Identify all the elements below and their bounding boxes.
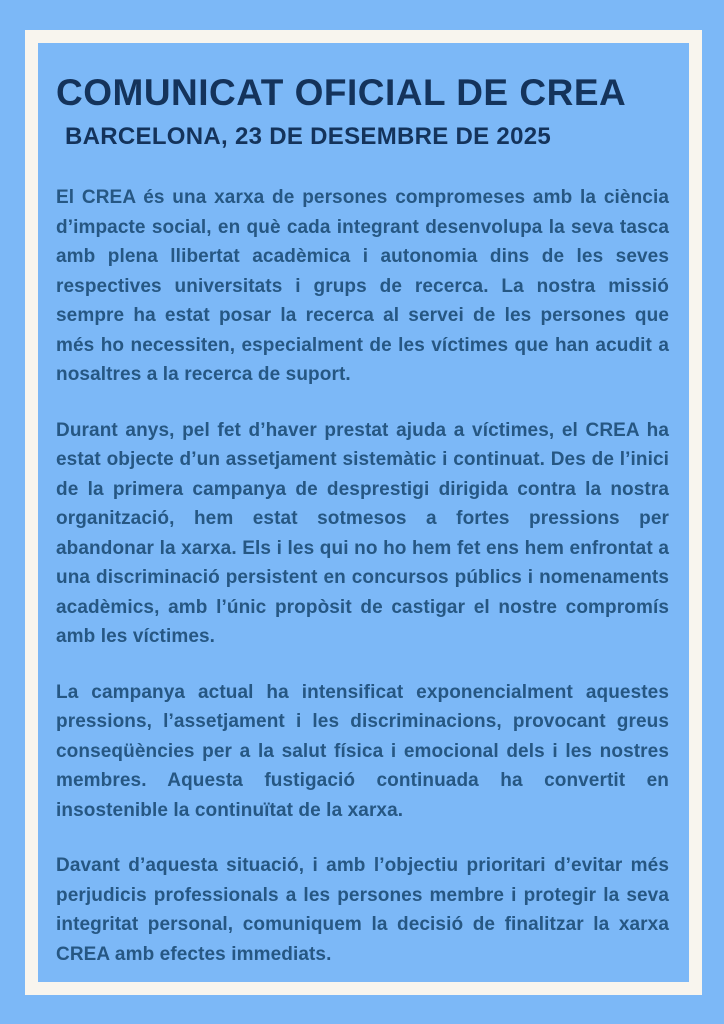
- paragraph-2: Durant anys, pel fet d’haver prestat ajuda a víctimes, el CREA ha estat objecte d’un assetjament sistemàtic i continuat. Des de l’inici de la primera campanya de desprestigi dirigida contra la nostra organització, hem estat sotmesos a fortes pressions per abandonar la xarxa. Els i les qui no ho hem fet ens hem enfrontat a una discriminació persistent en concursos públics i nomenaments acadèmics, amb l’únic propòsit de castigar el nostre compromís amb les víctimes.: [56, 419, 669, 647]
- page-title: COMUNICAT OFICIAL DE CREA: [56, 72, 627, 113]
- paragraph-1: El CREA és una xarxa de persones compromeses amb la ciència d’impacte social, en què cada integrant desenvolupa la seva tasca amb plena llibertat acadèmica i autonomia dins de les seves respectives universitats i grups de recerca. La nostra missió sempre ha estat posar la recerca al servei de les persones que més ho necessiten, especialment de les víctimes que han acudit a nosaltres a la recerca de suport.: [56, 187, 669, 385]
- paragraph-4: Davant d’aquesta situació, i amb l’objectiu prioritari d’evitar més perjudicis professionals a les persones membre i protegir la seva integritat personal, comuniquem la decisió de finalitzar la xarxa CREA amb efectes immediats.: [56, 855, 669, 965]
- border-frame: [25, 30, 702, 995]
- page-subtitle: BARCELONA, 23 DE DESEMBRE DE 2025: [65, 123, 552, 150]
- paragraph-3: La campanya actual ha intensificat exponencialment aquestes pressions, l’assetjament i les discriminacions, provocant greus conseqüències per a la salut física i emocional dels i les nostres membres. Aquesta fustigació continuada ha convertit en insostenible la continuïtat de la xarxa.: [56, 681, 669, 821]
- body-text: [56, 183, 669, 969]
- communique-content: [38, 43, 689, 969]
